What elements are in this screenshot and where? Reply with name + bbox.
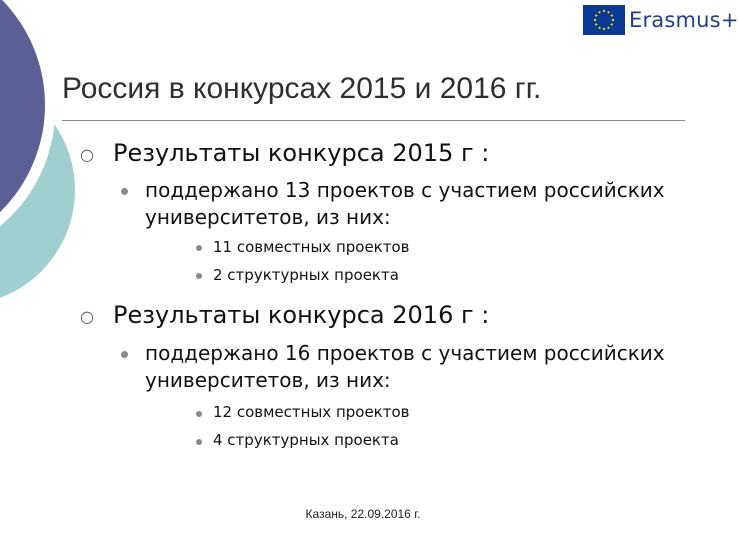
flag-star-icon: [607, 11, 609, 13]
list-item: 12 совместных проектов: [213, 403, 410, 421]
section-bullet-icon: ○: [80, 307, 94, 326]
bullet-dot-icon: [121, 351, 128, 358]
bullet-dot-icon: [196, 245, 202, 251]
bullet-dot-icon: [196, 411, 202, 417]
erasmus-logo: [583, 4, 739, 36]
decorative-circles: [0, 0, 80, 300]
flag-star-icon: [595, 23, 597, 25]
flag-star-icon: [607, 27, 609, 29]
slide-footer: Казань, 22.09.2016 г.: [305, 507, 421, 521]
flag-star-icon: [611, 14, 613, 16]
title-divider: [62, 120, 685, 121]
flag-star-icon: [603, 10, 605, 12]
list-item: 11 совместных проектов: [213, 238, 410, 256]
bullet-dot-icon: [121, 188, 128, 195]
section-heading-2016: Результаты конкурса 2016 г :: [113, 301, 490, 329]
section-bullet-icon: ○: [80, 145, 94, 164]
section-heading-2015: Результаты конкурса 2015 г :: [113, 139, 490, 167]
bullet-dot-icon: [196, 439, 202, 445]
summary-2016: поддержано 16 проектов с участием российских университетов, из них:: [145, 341, 665, 392]
flag-star-icon: [603, 28, 605, 30]
slide-title: Россия в конкурсах 2015 и 2016 гг.: [62, 72, 542, 105]
flag-star-icon: [598, 11, 600, 13]
summary-2015: поддержано 13 проектов с участием российских университетов, из них:: [145, 178, 665, 229]
flag-star-icon: [598, 27, 600, 29]
flag-star-icon: [611, 23, 613, 25]
eu-flag-icon: [583, 5, 625, 35]
bullet-dot-icon: [196, 273, 202, 279]
list-item: 2 структурных проекта: [213, 266, 399, 284]
erasmus-brand-text: Erasmus+: [629, 8, 739, 32]
list-item: 4 структурных проекта: [213, 431, 399, 449]
flag-star-icon: [595, 14, 597, 16]
flag-star-icon: [612, 19, 614, 21]
flag-star-icon: [594, 19, 596, 21]
